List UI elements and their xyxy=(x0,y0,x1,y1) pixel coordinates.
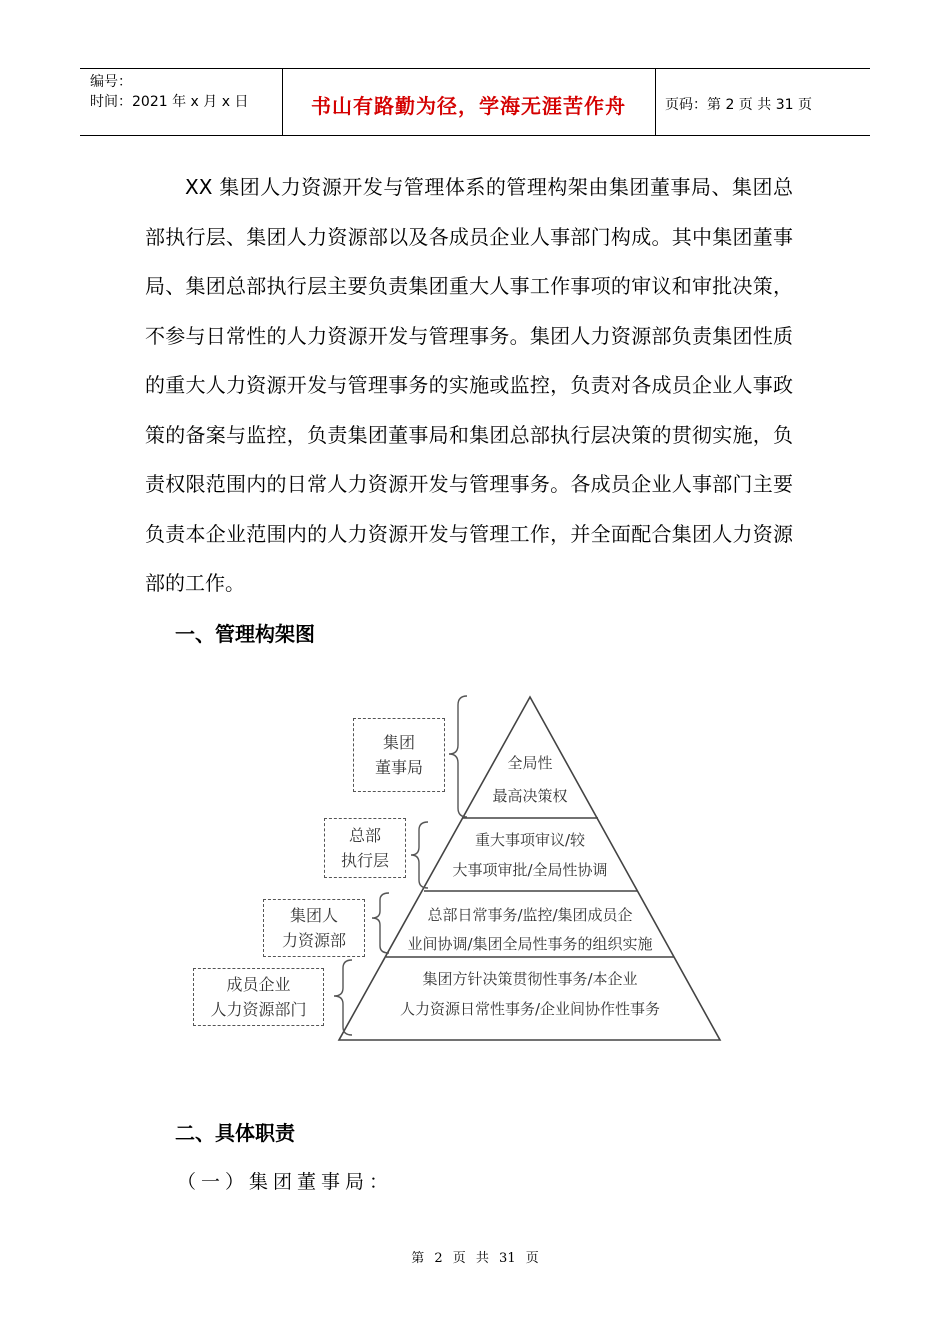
box-member-hr-dept xyxy=(193,968,324,1026)
header-date-label: 时间：2021 年 x 月 x 日 xyxy=(90,94,249,110)
box-group-hr-dept xyxy=(263,899,365,957)
level-2-line1: 重大事项审议/较 xyxy=(474,831,586,849)
header-motto: 书山有路勤为径，学海无涯苦作舟 xyxy=(311,94,626,118)
brace-2 xyxy=(411,822,428,888)
box-group-hr-dept-line1: 集团人 xyxy=(289,906,338,925)
level-1-line1: 全局性 xyxy=(507,754,553,772)
box-hq-executive xyxy=(324,818,406,878)
brace-3 xyxy=(372,893,389,953)
page-footer: 第 2 页 共 31 页 xyxy=(411,1251,539,1266)
section-heading-duties: 二、具体职责 xyxy=(175,1121,295,1145)
box-hq-executive-line1: 总部 xyxy=(348,826,381,845)
subsection-heading-board: （一）集团董事局： xyxy=(177,1171,394,1193)
header-page-info: 页码：第 2 页 共 31 页 xyxy=(665,97,812,113)
brace-1 xyxy=(449,696,467,817)
box-member-hr-dept-line2: 人力资源部门 xyxy=(210,1000,307,1019)
level-4-line1: 集团方针决策贯彻性事务/本企业 xyxy=(422,970,638,988)
intro-paragraph: XX 集团人力资源开发与管理体系的管理构架由集团董事局、集团总部执行层、集团人力资源部以及各成员企业人事部门构成。其中集团董事局、集团总部执行层主要负责集团重大人事工作事项的审议和审批决策，不参与日常性的人力资源开发与管理事务。集团人力资源部负责集团性质的重大人力资源开发与管理事务的实施或监控，负责对各成员企业人事政策的备案与监控，负责集团董事局和集团总部执行层决策的贯彻实施，负责权限范围内的日常人力资源开发与管理事务。各成员企业人事部门主要负责本企业范围内的人力资源开发与管理工作，并全面配合集团人力资源部的工作。 xyxy=(145,175,793,595)
header-number-label: 编号： xyxy=(90,74,132,90)
section-heading-framework: 一、管理构架图 xyxy=(175,622,315,646)
box-hq-executive-line2: 执行层 xyxy=(340,851,389,870)
brace-4 xyxy=(334,960,352,1035)
level-3-line2: 业间协调/集团全局性事务的组织实施 xyxy=(407,935,653,953)
level-3-line1: 总部日常事务/监控/集团成员企 xyxy=(427,906,633,924)
box-group-board xyxy=(353,718,445,792)
box-group-board-line2: 董事局 xyxy=(374,758,423,777)
level-2-line2: 大事项审批/全局性协调 xyxy=(452,861,608,879)
box-member-hr-dept-line1: 成员企业 xyxy=(226,975,291,994)
level-1-line2: 最高决策权 xyxy=(492,787,568,805)
box-group-board-line1: 集团 xyxy=(382,733,415,752)
box-group-hr-dept-line2: 力资源部 xyxy=(281,931,346,950)
level-4-line2: 人力资源日常性事务/企业间协作性事务 xyxy=(399,1000,661,1018)
